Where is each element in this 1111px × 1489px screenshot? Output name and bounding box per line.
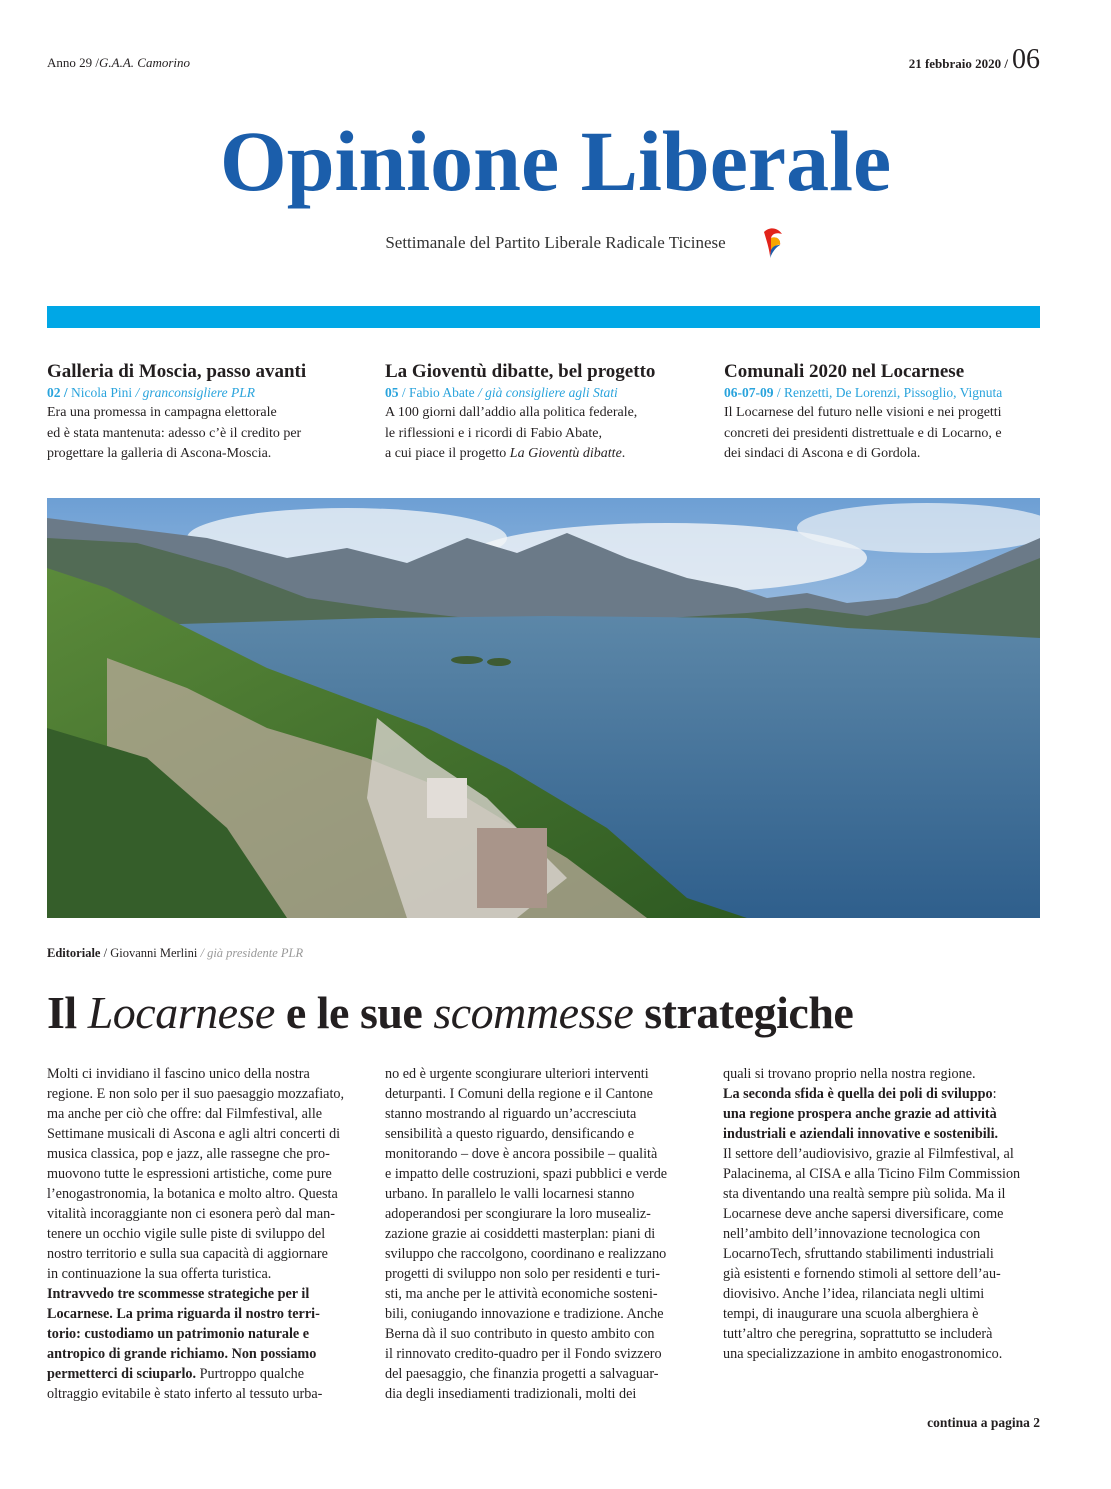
body-text: e impatto delle costruzioni, spazi pubblici e verde: [385, 1166, 668, 1182]
article-line: [723, 1204, 1053, 1224]
teaser-title[interactable]: Galleria di Moscia, passo avanti: [47, 361, 307, 382]
body-text: tempi, di inaugurare una scuola alberghiera è: [723, 1306, 979, 1322]
article-line: [385, 1244, 715, 1264]
summary-line: Era una promessa in campagna elettorale: [47, 405, 277, 420]
teaser-comunali[interactable]: [724, 360, 1054, 465]
body-text: deturpanti. I Comuni della regione e il Cantone: [385, 1086, 653, 1102]
body-text: regione. E non solo per il suo paesaggio mozzafiato,: [47, 1086, 345, 1102]
teaser-meta: [385, 384, 705, 402]
body-text: Locarnese deve anche sapersi diversificare, come: [723, 1206, 1004, 1222]
issue-year: Anno 29 /: [47, 55, 99, 70]
teaser-summary: [385, 403, 705, 465]
article-line: [385, 1144, 715, 1164]
body-text: urbano. In parallelo le valli locarnesi stanno: [385, 1186, 635, 1202]
summary-line: le riflessioni e i ricordi di Fabio Abate,: [385, 425, 602, 441]
article-line: [723, 1224, 1053, 1244]
masthead-title: Opinione Liberale: [219, 113, 892, 209]
summary-line: concreti dei presidenti distrettuale e di Locarno, e: [724, 425, 1002, 441]
body-text: una specializzazione in ambito enogastronomico.: [723, 1346, 1003, 1362]
article-line: [385, 1384, 715, 1404]
teaser-author: / Fabio Abate: [398, 385, 475, 400]
article-line: [47, 1104, 377, 1124]
body-text: nostro territorio e sulla sua capacità di aggiornare: [47, 1246, 328, 1262]
article-line: [47, 1064, 377, 1084]
page-number: 06: [1012, 44, 1040, 75]
lake-landscape-photo: [47, 498, 1040, 918]
section-divider-bar: [47, 306, 1040, 328]
date-block: [909, 44, 1040, 76]
teaser-meta: [47, 384, 367, 402]
summary-line: Il Locarnese del futuro nelle visioni e nei progetti: [724, 405, 1002, 420]
body-text: dia degli insediamenti tradizionali, molti dei: [385, 1386, 637, 1402]
body-text: muovono tutte le espressioni artistiche, come pure: [47, 1166, 332, 1182]
headline-segment: e le sue: [274, 987, 434, 1038]
teaser-pages: 06-07-09: [724, 385, 774, 400]
continued-link[interactable]: continua a pagina 2: [927, 1415, 1040, 1430]
summary-line: [385, 444, 705, 465]
teaser-pages: 02 /: [47, 385, 68, 400]
article-column-2: [385, 1064, 715, 1404]
bold-text: Intravvedo tre scommesse strategiche per il: [47, 1286, 310, 1302]
headline-segment: Locarnese: [87, 987, 275, 1038]
article-line: [47, 1184, 377, 1204]
body-text: ma anche per ciò che offre: dal Filmfestival, alle: [47, 1106, 323, 1122]
bold-text: torio: custodiamo un patrimonio naturale e: [47, 1326, 310, 1342]
article-line: [385, 1104, 715, 1124]
article-line: [723, 1124, 1053, 1144]
body-text: Settimane musicali di Ascona e agli altri concerti di: [47, 1126, 341, 1142]
article-line: [723, 1164, 1053, 1184]
teaser-summary: [47, 403, 367, 465]
article-line: [385, 1224, 715, 1244]
article-column-1: [47, 1064, 377, 1404]
issue-info: [47, 55, 190, 71]
teaser-galleria[interactable]: [47, 360, 367, 465]
article-line: [723, 1144, 1053, 1164]
article-line: [47, 1264, 377, 1284]
body-text: stanno mostrando al riguardo un’accresciuta: [385, 1106, 637, 1122]
summary-text: a cui piace il progetto: [385, 446, 510, 461]
party-flame-logo-icon: [762, 226, 784, 260]
teaser-role: / già consigliere agli Stati: [474, 385, 618, 400]
summary-text: .: [621, 446, 626, 461]
teaser-gioventu[interactable]: [385, 360, 705, 465]
bold-text: permetterci di sciuparlo.: [47, 1366, 197, 1382]
article-line: [385, 1124, 715, 1144]
article-line: [385, 1324, 715, 1344]
article-line: [385, 1084, 715, 1104]
body-text: no ed è urgente scongiurare ulteriori interventi: [385, 1066, 649, 1082]
body-text: :: [992, 1086, 997, 1102]
teaser-author: / Renzetti, De Lorenzi, Pissoglio, Vignuta: [773, 385, 1003, 400]
article-line: [47, 1324, 377, 1344]
body-text: monitorando – dove è ancora possibile – qualità: [385, 1146, 658, 1162]
body-text: tenere un occhio vigile sulle piste di sviluppo del: [47, 1226, 326, 1242]
body-text: Palacinema, al CISA e alla Ticino Film Commission: [723, 1166, 1021, 1182]
bold-text: una regione prospera anche grazie ad attività: [723, 1106, 997, 1122]
body-text: sviluppo che raccolgono, coordinano e realizzano: [385, 1246, 667, 1262]
body-text: quali si trovano proprio nella nostra regione.: [723, 1066, 976, 1082]
bold-text: antropico di grande richiamo. Non possiamo: [47, 1346, 317, 1362]
body-text: zazione grazie ai cosiddetti masterplan: piani di: [385, 1226, 656, 1242]
article-author: / Giovanni Merlini: [100, 946, 198, 960]
article-line: [47, 1124, 377, 1144]
article-byline: [47, 946, 303, 961]
article-headline: [47, 986, 853, 1039]
teaser-author: Nicola Pini: [67, 385, 133, 400]
article-line: [723, 1344, 1053, 1364]
article-line: [47, 1164, 377, 1184]
bold-text: industriali e aziendali innovative e sostenibili.: [723, 1126, 999, 1142]
article-column-3: [723, 1064, 1053, 1364]
summary-line: ed è stata mantenuta: adesso c’è il credito per: [47, 425, 302, 441]
article-line: [47, 1364, 377, 1384]
headline-segment: scommesse: [433, 987, 634, 1038]
article-line: [385, 1264, 715, 1284]
article-line: [385, 1304, 715, 1324]
article-line: [723, 1064, 1053, 1084]
teaser-title[interactable]: Comunali 2020 nel Locarnese: [724, 361, 965, 382]
body-text: diovisivo. Anche l’idea, rilanciata negli ultimi: [723, 1286, 985, 1302]
article-line: [47, 1284, 377, 1304]
article-line: [47, 1304, 377, 1324]
article-line: [47, 1384, 377, 1404]
article-line: [385, 1284, 715, 1304]
body-text: LocarnoTech, sfruttando stabilimenti industriali: [723, 1246, 994, 1262]
article-line: [385, 1164, 715, 1184]
body-text: nell’ambito dell’innovazione tecnologica con: [723, 1226, 981, 1242]
author-role: / già presidente PLR: [197, 946, 304, 960]
body-text: Purtroppo qualche: [196, 1366, 305, 1382]
headline-segment: Il: [47, 987, 88, 1038]
teaser-summary: [724, 403, 1054, 465]
body-text: sta diventando una realtà sempre più solida. Ma il: [723, 1186, 1006, 1202]
article-line: [723, 1084, 1053, 1104]
body-text: Molti ci invidiano il fascino unico della nostra: [47, 1066, 310, 1082]
bold-text: La seconda sfida è quella dei poli di sviluppo: [723, 1086, 993, 1102]
article-line: [47, 1144, 377, 1164]
article-line: [47, 1224, 377, 1244]
body-text: l’enogastronomia, la botanica e molto altro. Questa: [47, 1186, 338, 1202]
article-line: [47, 1344, 377, 1364]
article-line: [723, 1104, 1053, 1124]
body-text: in continuazione la sua offerta turistica.: [47, 1266, 272, 1282]
article-line: [723, 1304, 1053, 1324]
summary-line: progettare la galleria di Ascona-Moscia.: [47, 446, 272, 461]
body-text: progetti di sviluppo non solo per residenti e turi-: [385, 1266, 661, 1282]
body-text: tutt’altro che peregrina, soprattutto se includerà: [723, 1326, 993, 1342]
summary-line: A 100 giorni dall’addio alla politica federale,: [385, 405, 638, 420]
body-text: già esistenti e fornendo stimoli al settore dell’au-: [723, 1266, 1001, 1282]
body-text: musica classica, pop e jazz, alle rassegne che pro-: [47, 1146, 330, 1162]
article-line: [47, 1244, 377, 1264]
article-line: [723, 1264, 1053, 1284]
subtitle-text: Settimanale del Partito Liberale Radicale Ticinese: [385, 233, 726, 252]
article-line: [723, 1284, 1053, 1304]
body-text: vitalità incoraggiante non ci esonera però dal man-: [47, 1206, 335, 1222]
body-text: il rinnovato credito-quadro per il Fondo svizzero: [385, 1346, 662, 1362]
article-line: [385, 1184, 715, 1204]
teaser-role: / granconsigliere PLR: [132, 385, 256, 400]
article-line: [385, 1064, 715, 1084]
article-line: [723, 1324, 1053, 1344]
masthead-subtitle: [0, 233, 1111, 253]
section-label: Editoriale: [47, 946, 101, 960]
body-text: Il settore dell’audiovisivo, grazie al Filmfestival, al: [723, 1146, 1014, 1162]
teaser-meta: [724, 384, 1054, 402]
article-line: [385, 1364, 715, 1384]
body-text: oltraggio evitabile è stato inferto al tessuto urba-: [47, 1386, 323, 1402]
article-line: [723, 1244, 1053, 1264]
body-text: Berna dà il suo contributo in questo ambito con: [385, 1326, 655, 1342]
teaser-title[interactable]: La Gioventù dibatte, bel progetto: [385, 361, 656, 382]
issue-date: 21 febbraio 2020 /: [908, 56, 1008, 71]
issue-place: G.A.A. Camorino: [99, 55, 190, 70]
bold-text: Locarnese. La prima riguarda il nostro terri-: [47, 1306, 320, 1322]
body-text: sti, ma anche per le attività economiche sosteni-: [385, 1286, 658, 1302]
body-text: del paesaggio, che finanzia progetti a salvaguar-: [385, 1366, 659, 1382]
project-name: La Gioventù dibatte: [509, 446, 622, 461]
headline-segment: strategiche: [633, 987, 854, 1038]
summary-line: dei sindaci di Ascona e di Gordola.: [724, 446, 921, 461]
article-line: [385, 1204, 715, 1224]
article-line: [47, 1204, 377, 1224]
body-text: adoperandosi per scongiurare la loro musealiz-: [385, 1206, 651, 1222]
article-line: [723, 1184, 1053, 1204]
body-text: bili, coniugando innovazione e tradizione. Anche: [385, 1306, 664, 1322]
teaser-pages: 05: [385, 385, 399, 400]
article-line: [385, 1344, 715, 1364]
body-text: sensibilità a questo riguardo, densificando e: [385, 1126, 635, 1142]
article-line: [47, 1084, 377, 1104]
